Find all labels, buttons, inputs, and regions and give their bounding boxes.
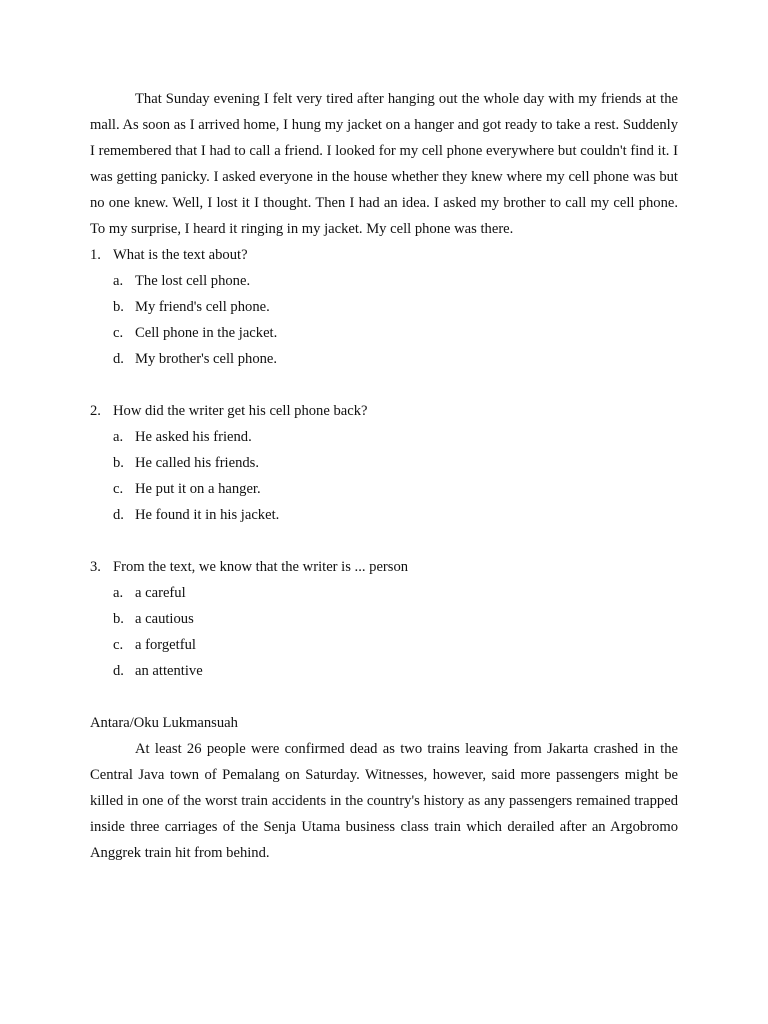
option-text: a careful xyxy=(135,585,186,601)
question-stem xyxy=(90,554,678,580)
option-text: a cautious xyxy=(135,611,194,627)
option-text: Cell phone in the jacket. xyxy=(135,325,278,341)
blank-line xyxy=(90,684,678,710)
option-text: My friend's cell phone. xyxy=(135,299,270,315)
option-letter: c. xyxy=(113,637,124,653)
option-text: He found it in his jacket. xyxy=(135,507,280,523)
answer-options xyxy=(90,580,678,684)
question-number: 1. xyxy=(90,247,101,263)
answer-option xyxy=(90,632,678,658)
document-page xyxy=(90,86,678,866)
source-credit: Antara/Oku Lukmansuah xyxy=(90,715,238,731)
question-text: How did the writer get his cell phone back? xyxy=(113,403,368,419)
answer-option xyxy=(90,424,678,450)
option-letter: b. xyxy=(113,455,124,471)
option-letter: c. xyxy=(113,481,124,497)
answer-option xyxy=(90,580,678,606)
option-letter: b. xyxy=(113,611,124,627)
option-letter: a. xyxy=(113,273,124,289)
answer-options xyxy=(90,424,678,528)
answer-option xyxy=(90,268,678,294)
option-text: My brother's cell phone. xyxy=(135,351,278,367)
blank-line xyxy=(90,372,678,398)
option-letter: a. xyxy=(113,429,124,445)
passage-paragraph-1: That Sunday evening I felt very tired after hanging out the whole day with my friends at the mall. As soon as I arrived home, I hung my jacket on a hanger and got ready to take a rest. Suddenly I remembered that I had to call a friend. I looked for my cell phone everywhere but couldn't find it. I was getting panicky. I asked everyone in the house whether they knew where my cell phone was but no one knew. Well, I lost it I thought. Then I had an idea. I asked my brother to call my cell phone. To my surprise, I heard it ringing in my jacket. My cell phone was there. xyxy=(90,91,678,237)
option-letter: b. xyxy=(113,299,124,315)
option-text: an attentive xyxy=(135,663,203,679)
answer-option xyxy=(90,320,678,346)
option-letter: d. xyxy=(113,507,124,523)
option-text: The lost cell phone. xyxy=(135,273,251,289)
question-2 xyxy=(90,398,678,528)
option-letter: c. xyxy=(113,325,124,341)
option-letter: d. xyxy=(113,351,124,367)
blank-line xyxy=(90,528,678,554)
answer-option xyxy=(90,606,678,632)
question-text: What is the text about? xyxy=(113,247,248,263)
answer-option xyxy=(90,502,678,528)
question-stem xyxy=(90,242,678,268)
option-text: He called his friends. xyxy=(135,455,260,471)
option-text: He asked his friend. xyxy=(135,429,252,445)
option-letter: d. xyxy=(113,663,124,679)
answer-options xyxy=(90,268,678,372)
question-1 xyxy=(90,242,678,372)
option-text: a forgetful xyxy=(135,637,196,653)
answer-option xyxy=(90,346,678,372)
option-text: He put it on a hanger. xyxy=(135,481,261,497)
option-letter: a. xyxy=(113,585,124,601)
answer-option xyxy=(90,476,678,502)
passage-paragraph-2: At least 26 people were confirmed dead as two trains leaving from Jakarta crashed in the Central Java town of Pemalang on Saturday. Witnesses, however, said more passengers might be killed in one of the worst train accidents in the country's history as any passengers remained trapped inside three carriages of the Senja Utama business class train which derailed after an Argobromo Anggrek train hit from behind. xyxy=(90,741,678,861)
question-stem xyxy=(90,398,678,424)
answer-option xyxy=(90,294,678,320)
question-number: 2. xyxy=(90,403,101,419)
answer-option xyxy=(90,450,678,476)
question-number: 3. xyxy=(90,559,101,575)
question-3 xyxy=(90,554,678,684)
answer-option xyxy=(90,658,678,684)
question-text: From the text, we know that the writer is ... person xyxy=(113,559,409,575)
